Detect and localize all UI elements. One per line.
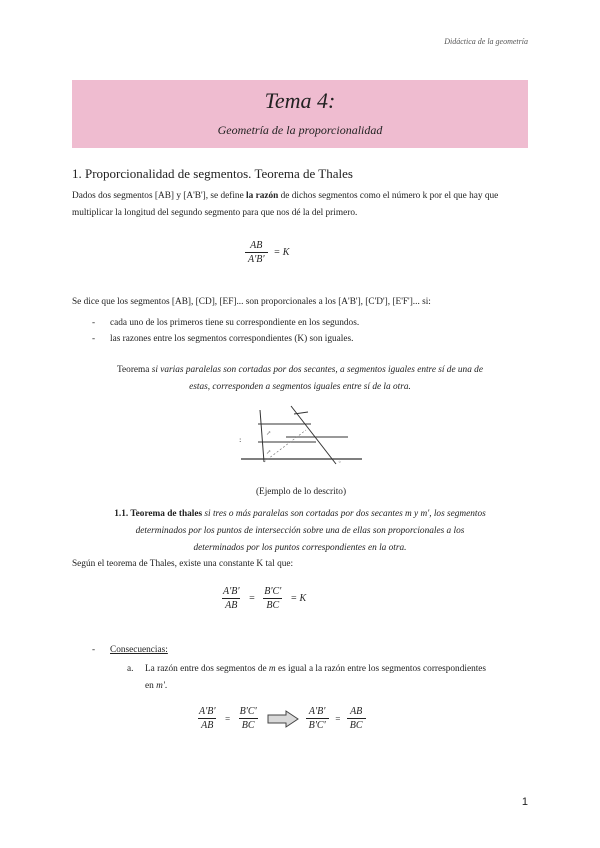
topic-subtitle: Geometría de la proporcionalidad [217,123,383,137]
consequences-list [92,642,168,658]
conditions-list [92,315,359,347]
implies-arrow-icon [266,710,300,728]
equation-fraction: $\frac{AB}{BC}$ [347,706,366,731]
list-item: - las razones entre los segmentos correspondientes (K) son iguales. [92,334,354,344]
section-heading: 1. Proporcionalidad de segmentos. Teorema de Thales [72,166,353,181]
title-banner [72,80,528,148]
proportional-intro: Se dice que los segmentos [AB], [CD], [EF]... son proporcionales a los [A'B'], [C'D'], [E'F']... si: [72,297,431,307]
intro-text-pre: Dados dos segmentos [AB] y [A'B'], se define [72,191,247,201]
figure-secant-line [291,406,336,464]
intro-paragraph [72,188,530,222]
page-number: 1 [521,796,528,808]
equation-fraction: $\frac{A'B'}{B'C'}$ [306,706,329,731]
list-item: - Consecuencias: [92,642,168,658]
constant-intro: Según el teorema de Thales, existe una constante K tal que: [72,559,294,569]
consequence-item-a: a. La razón entre dos segmentos de m es igual a la razón entre los segmentos correspondientes en m'. [127,664,487,691]
figure-secant-line [260,410,264,462]
figure-tick: : [239,436,242,444]
thales-equation: $\frac{A'B'}{AB}$ = $\frac{B'C'}{BC}$ = K [220,586,306,611]
figure-mark: ◦ [338,459,342,466]
equation-fraction: $\frac{B'C'}{BC}$ [264,586,282,611]
thales-figure [236,402,366,466]
equation-fraction: $\frac{B'C'}{BC}$ [239,706,257,731]
equation-fraction: $\frac{A'B'}{AB}$ [223,586,240,611]
ratio-rhs: = K [273,247,290,258]
ratio-formula [245,240,289,265]
ratio-fraction: $\frac{AB}{A'B'}$ [245,240,268,265]
running-header: Didáctica de la geometría [444,37,528,46]
topic-title: Tema 4: [264,88,336,113]
figure-caption: (Ejemplo de lo descrito) [255,487,347,497]
equation-fraction: $\frac{A'B'}{AB}$ [199,706,216,731]
consequence-equation: $\frac{A'B'}{AB}$ = $\frac{B'C'}{BC}$ $\frac{A'B'}{B'C'}$ = $\frac{AB}{BC}$ [196,706,366,731]
thales-theorem-statement: 1.1. Teorema de thales si tres o más paralelas son cortadas por dos secantes m y m', los segmentos determinados por los puntos de intersección sobre una de ellas son proporcionales a los determinados por los puntos correspondientes en la otra. [114,509,486,553]
intro-text-post: de dichos segmentos como el número k por el que hay que multiplicar la longitud del segundo segmento para que nos dé la del primero. [72,191,499,218]
figure-mark: ↗ [266,430,272,437]
list-item: - cada uno de los primeros tiene su correspondiente en los segundos. [92,318,360,328]
theorem-statement: Teorema si varias paralelas son cortadas por dos secantes, a segmentos iguales entre sí de una de estas, corresponden a segmentos iguales entre sí de la otra. [117,365,483,392]
intro-text-bold: la razón [246,191,279,201]
figure-mark: ↗ [266,449,272,456]
consequences-label: Consecuencias: [110,645,168,655]
